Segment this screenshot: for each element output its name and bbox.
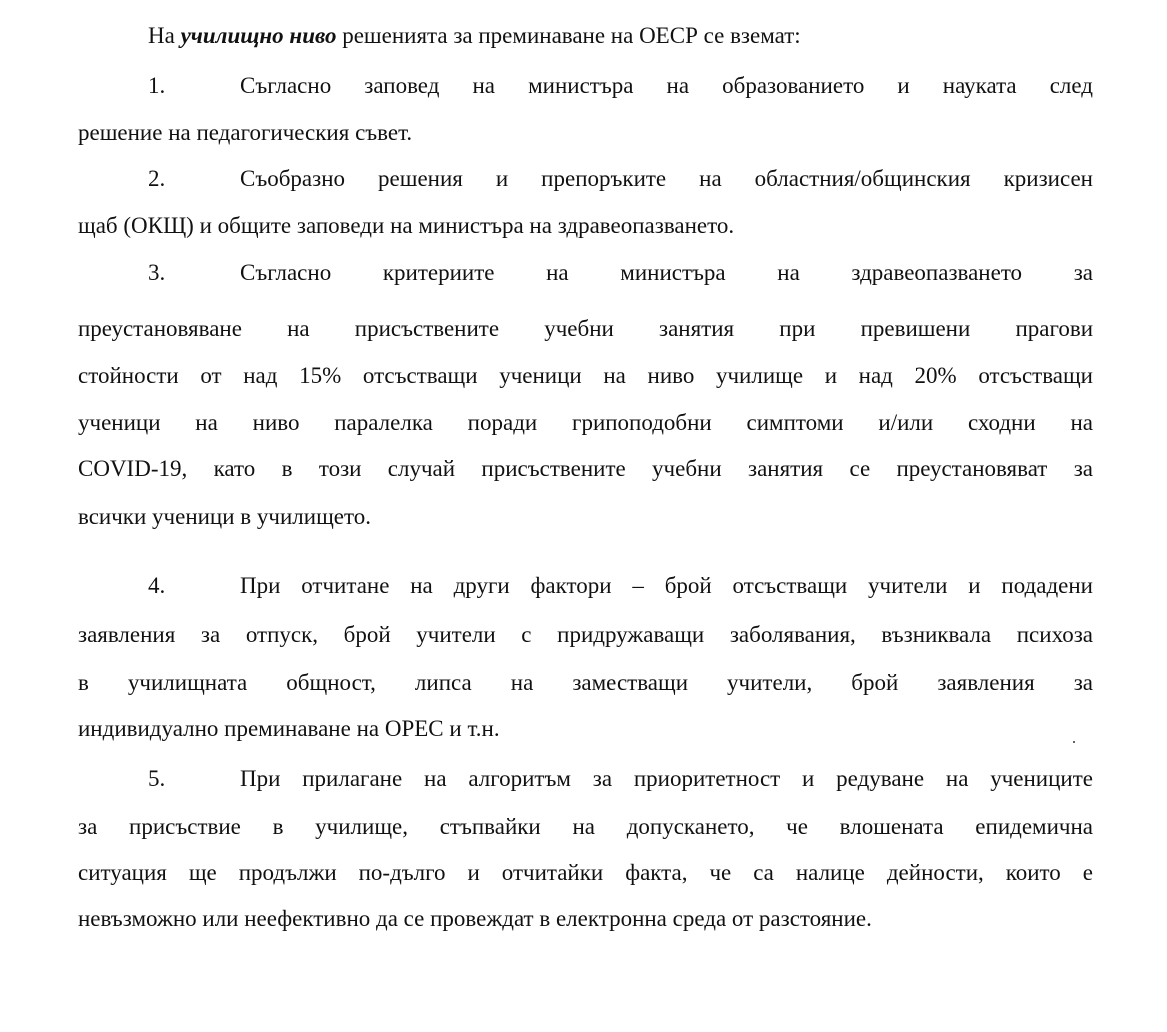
item-text-line: за присъствие в училище, стъпвайки на допускането, че влошената епидемична	[78, 814, 1093, 839]
item-text-line: стойности от над 15% отсъстващи ученици на ниво училище и над 20% отсъстващи	[78, 363, 1093, 388]
item-text-line: При отчитане на други фактори – брой отсъстващи учители и подадени	[240, 573, 1093, 598]
item-number: 3.	[148, 260, 166, 285]
item-text-line: Съгласно заповед на министъра на образованието и науката след	[240, 73, 1093, 98]
item-text-line: преустановяване на присъствените учебни занятия при превишени прагови	[78, 316, 1093, 341]
intro-suffix: решенията за преминаване на ОЕСР се вземат:	[342, 23, 801, 48]
item-text-line: индивидуално преминаване на ОРЕС и т.н.	[78, 716, 500, 741]
item-text-line: Съобразно решения и препоръките на областния/общинския кризисен	[240, 166, 1093, 191]
item-text-line: в училищната общност, липса на заместващи учители, брой заявления за	[78, 670, 1093, 695]
item-text-line: ученици на ниво паралелка поради грипоподобни симптоми и/или сходни на	[78, 410, 1093, 435]
scan-speck	[1073, 741, 1075, 743]
item-text-line: заявления за отпуск, брой учители с придружаващи заболявания, възниквала психоза	[78, 622, 1093, 647]
intro-line	[148, 22, 801, 50]
item-text-line: щаб (ОКЩ) и общите заповеди на министъра на здравеопазването.	[78, 213, 735, 238]
item-text-line: Съгласно критериите на министъра на здравеопазването за	[240, 260, 1093, 285]
item-number: 4.	[148, 573, 166, 598]
item-text-line: COVID-19, като в този случай присъствените учебни занятия се преустановяват за	[78, 456, 1093, 481]
intro-emphasis: училищно ниво	[180, 23, 337, 48]
item-number: 1.	[148, 73, 166, 98]
item-number: 2.	[148, 166, 166, 191]
item-text-line: решение на педагогическия съвет.	[78, 120, 413, 145]
item-text-line: невъзможно или неефективно да се провеждат в електронна среда от разстояние.	[78, 906, 872, 931]
item-text-line: всички ученици в училището.	[78, 504, 371, 529]
intro-prefix: На	[148, 23, 175, 48]
item-text-line: ситуация ще продължи по-дълго и отчитайки факта, че са налице дейности, които е	[78, 860, 1093, 885]
item-text-line: При прилагане на алгоритъм за приоритетност и редуване на учениците	[240, 766, 1093, 791]
item-number: 5.	[148, 766, 166, 791]
